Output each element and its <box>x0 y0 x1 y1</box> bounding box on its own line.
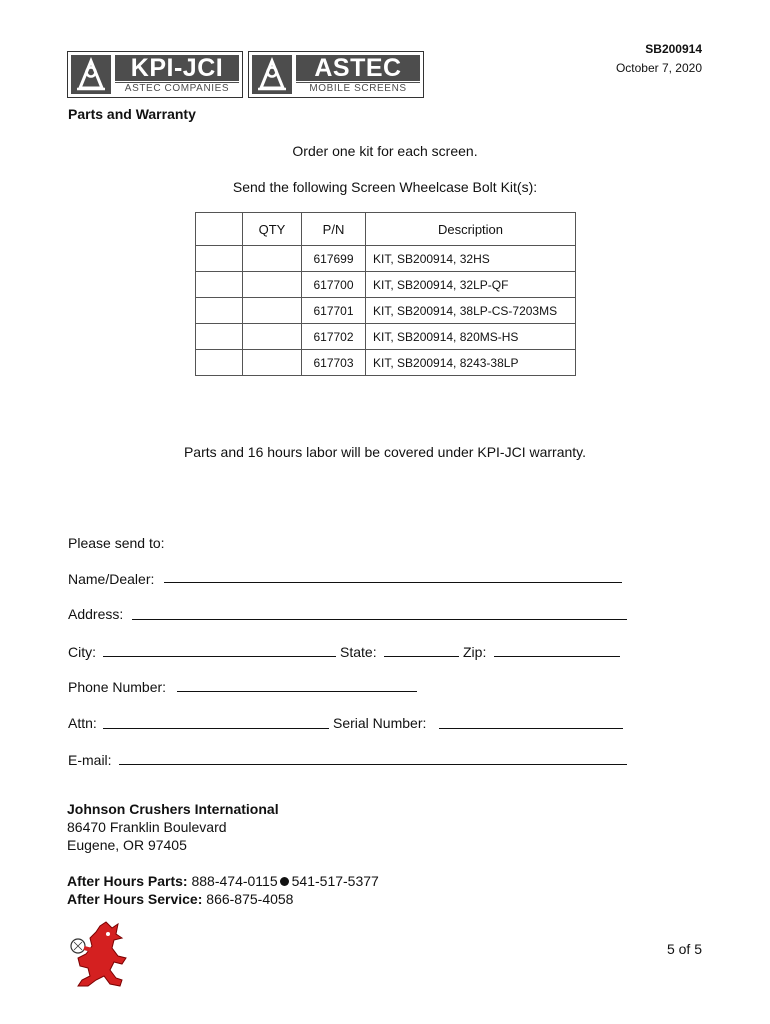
description-cell: KIT, SB200914, 8243-38LP <box>366 350 576 376</box>
pn-cell: 617700 <box>302 272 366 298</box>
address-label: Address: <box>68 606 124 622</box>
city-label: City: <box>68 644 96 660</box>
zip-field[interactable] <box>494 656 620 657</box>
serial-number-field[interactable] <box>439 728 623 729</box>
email-field[interactable] <box>119 764 627 765</box>
table-row <box>196 324 576 350</box>
qty-cell[interactable] <box>243 324 302 350</box>
page-number: 5 of 5 <box>666 941 702 957</box>
table-header-blank <box>196 213 243 246</box>
pn-cell: 617702 <box>302 324 366 350</box>
astec-crusher-icon <box>252 55 292 94</box>
table-header-description: Description <box>366 213 576 246</box>
checkbox-cell[interactable] <box>196 246 243 272</box>
attn-field[interactable] <box>103 728 329 729</box>
kpi-crusher-icon <box>71 55 111 94</box>
description-cell: KIT, SB200914, 32LP-QF <box>366 272 576 298</box>
email-label: E-mail: <box>68 752 112 768</box>
city-field[interactable] <box>103 656 336 657</box>
bulletin-date: October 7, 2020 <box>615 61 702 75</box>
company-city-state-zip: Eugene, OR 97405 <box>67 837 187 853</box>
description-cell: KIT, SB200914, 32HS <box>366 246 576 272</box>
pn-cell: 617701 <box>302 298 366 324</box>
address-field[interactable] <box>132 619 627 620</box>
state-field[interactable] <box>384 656 459 657</box>
serial-number-label: Serial Number: <box>333 715 427 731</box>
name-dealer-label: Name/Dealer: <box>68 571 155 587</box>
qty-cell[interactable] <box>243 272 302 298</box>
logo-astec-subtext: MOBILE SCREENS <box>296 82 420 95</box>
after-hours-parts <box>67 872 379 890</box>
bullet-icon <box>280 877 289 886</box>
pn-cell: 617699 <box>302 246 366 272</box>
description-cell: KIT, SB200914, 820MS-HS <box>366 324 576 350</box>
after-hours-service <box>67 890 293 908</box>
parts-phone-2: 541-517-5377 <box>291 873 379 889</box>
logo-kpi-subtext: ASTEC COMPANIES <box>115 82 239 95</box>
qty-cell[interactable] <box>243 350 302 376</box>
table-header-pn: P/N <box>302 213 366 246</box>
kpi-jci-logo <box>67 51 243 98</box>
section-title: Parts and Warranty <box>68 106 196 122</box>
parts-phone-1: 888-474-0115 <box>191 873 278 889</box>
instruction-line-2: Send the following Screen Wheelcase Bolt Kit(s): <box>232 179 538 195</box>
qty-cell[interactable] <box>243 246 302 272</box>
table-row <box>196 246 576 272</box>
attn-label: Attn: <box>68 715 97 731</box>
dragon-mascot-icon <box>66 918 132 990</box>
description-cell: KIT, SB200914, 38LP-CS-7203MS <box>366 298 576 324</box>
company-name: Johnson Crushers International <box>67 801 279 817</box>
zip-label: Zip: <box>463 644 487 660</box>
after-hours-service-label: After Hours Service: <box>67 891 203 907</box>
warranty-note: Parts and 16 hours labor will be covered under KPI-JCI warranty. <box>183 444 587 460</box>
phone-field[interactable] <box>177 691 417 692</box>
checkbox-cell[interactable] <box>196 350 243 376</box>
bulletin-number: SB200914 <box>645 42 702 56</box>
state-label: State: <box>340 644 377 660</box>
table-row <box>196 298 576 324</box>
pn-cell: 617703 <box>302 350 366 376</box>
service-phone: 866-875-4058 <box>206 891 294 907</box>
table-row <box>196 350 576 376</box>
checkbox-cell[interactable] <box>196 272 243 298</box>
checkbox-cell[interactable] <box>196 324 243 350</box>
instruction-line-1: Order one kit for each screen. <box>292 143 478 159</box>
checkbox-cell[interactable] <box>196 298 243 324</box>
company-street: 86470 Franklin Boulevard <box>67 819 227 835</box>
logo-astec-text: ASTEC <box>296 55 420 81</box>
logo-kpi-text: KPI-JCI <box>115 55 239 81</box>
kit-table <box>195 212 576 376</box>
table-header-qty: QTY <box>243 213 302 246</box>
after-hours-parts-label: After Hours Parts: <box>67 873 188 889</box>
form-intro: Please send to: <box>68 535 165 551</box>
table-header-row <box>196 213 576 246</box>
astec-logo <box>248 51 424 98</box>
qty-cell[interactable] <box>243 298 302 324</box>
phone-label: Phone Number: <box>68 679 167 695</box>
name-dealer-field[interactable] <box>164 582 622 583</box>
table-row <box>196 272 576 298</box>
